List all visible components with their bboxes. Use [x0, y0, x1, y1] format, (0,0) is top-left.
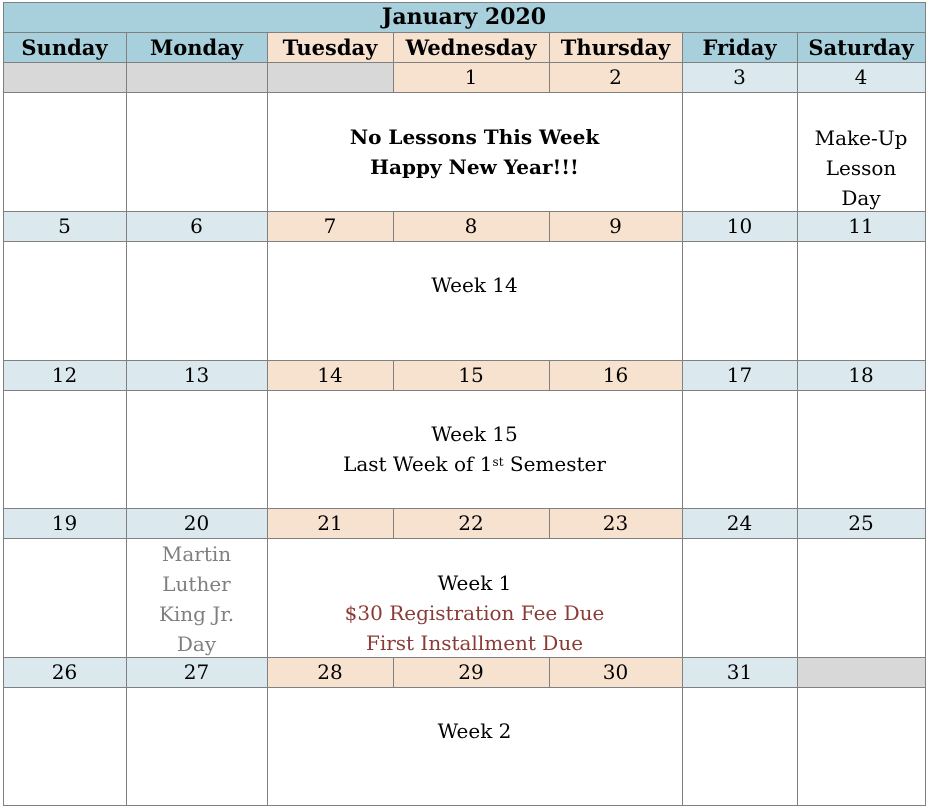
day-number: 21: [267, 508, 393, 538]
day-cell-empty: [267, 62, 393, 92]
grid-line: [549, 508, 550, 539]
fee-due-note: $30 Registration Fee Due: [344, 601, 605, 625]
day-cell-empty: [126, 62, 267, 92]
dayname-tuesday: Tuesday: [267, 32, 393, 62]
grid-line: [3, 2, 925, 3]
note-line: Day: [176, 632, 217, 656]
note-line: Luther: [162, 572, 231, 596]
calendar-title: January 2020: [3, 2, 925, 32]
day-number: 8: [393, 211, 549, 241]
note-line: Week 15: [431, 422, 518, 446]
day-number: 31: [682, 657, 797, 687]
grid-line: [3, 62, 925, 63]
dayname-monday: Monday: [126, 32, 267, 62]
grid-line: [3, 92, 925, 93]
dayname-friday: Friday: [682, 32, 797, 62]
note-line: Lesson: [825, 156, 897, 180]
day-number: 5: [3, 211, 126, 241]
note-line: Happy New Year!!!: [370, 155, 579, 179]
mlk-day-note: [126, 539, 267, 657]
grid-line: [393, 508, 394, 539]
day-number: 27: [126, 657, 267, 687]
dayname-saturday: Saturday: [797, 32, 925, 62]
grid-line: [3, 805, 925, 806]
day-number: 18: [797, 360, 925, 390]
grid-line: [3, 538, 925, 539]
day-number: 1: [393, 62, 549, 92]
day-number: 11: [797, 211, 925, 241]
day-number: 15: [393, 360, 549, 390]
day-cell-empty: [797, 657, 925, 687]
grid-line: [3, 657, 925, 658]
grid-line: [549, 32, 550, 93]
day-cell-empty: [3, 62, 126, 92]
grid-line: [682, 32, 683, 806]
note-line: Martin: [161, 542, 232, 566]
day-number: 24: [682, 508, 797, 538]
note-line: King Jr.: [158, 602, 235, 626]
day-number: 23: [549, 508, 682, 538]
day-number: 16: [549, 360, 682, 390]
day-number: 20: [126, 508, 267, 538]
week-note: [267, 688, 682, 805]
day-number: 4: [797, 62, 925, 92]
week-note: [267, 539, 682, 657]
day-number: 3: [682, 62, 797, 92]
day-number: 30: [549, 657, 682, 687]
dayname-wednesday: Wednesday: [393, 32, 549, 62]
day-number: 28: [267, 657, 393, 687]
grid-line: [3, 360, 925, 361]
grid-line: [3, 2, 4, 806]
day-number: 29: [393, 657, 549, 687]
note-line: Make-Up: [814, 126, 908, 150]
note-text: Last Week of 1: [343, 452, 493, 476]
installment-due-note: First Installment Due: [365, 631, 584, 655]
grid-line: [549, 360, 550, 391]
grid-line: [925, 2, 926, 806]
day-number: 7: [267, 211, 393, 241]
note-line: Week 14: [431, 273, 518, 297]
day-number: 12: [3, 360, 126, 390]
day-number: 26: [3, 657, 126, 687]
note-line: [343, 449, 606, 479]
note-line: Week 1: [437, 571, 512, 595]
day-number: 2: [549, 62, 682, 92]
week-note: [267, 242, 682, 330]
grid-line: [549, 211, 550, 242]
grid-line: [797, 32, 798, 806]
grid-line: [3, 390, 925, 391]
day-number: 9: [549, 211, 682, 241]
grid-line: [393, 657, 394, 688]
week-note-holiday: [267, 93, 682, 211]
grid-line: [3, 687, 925, 688]
note-line: No Lessons This Week: [349, 125, 600, 149]
note-superscript: st: [492, 455, 504, 469]
grid-line: [267, 32, 268, 806]
day-number: 22: [393, 508, 549, 538]
day-number: 6: [126, 211, 267, 241]
day-number: 10: [682, 211, 797, 241]
day-number: 19: [3, 508, 126, 538]
note-line: Week 2: [437, 719, 512, 743]
day-number: 25: [797, 508, 925, 538]
week-note: [267, 391, 682, 508]
grid-line: [393, 32, 394, 93]
grid-line: [549, 657, 550, 688]
note-text: Semester: [503, 452, 606, 476]
grid-line: [3, 508, 925, 509]
day-number: 17: [682, 360, 797, 390]
grid-line: [126, 32, 127, 806]
grid-line: [3, 32, 925, 33]
dayname-sunday: Sunday: [3, 32, 126, 62]
day-number: 13: [126, 360, 267, 390]
grid-line: [393, 211, 394, 242]
grid-line: [393, 360, 394, 391]
day-number: 14: [267, 360, 393, 390]
grid-line: [3, 241, 925, 242]
grid-line: [3, 211, 925, 212]
makeup-lesson-note: [797, 123, 925, 211]
note-line: Day: [841, 186, 881, 210]
dayname-thursday: Thursday: [549, 32, 682, 62]
